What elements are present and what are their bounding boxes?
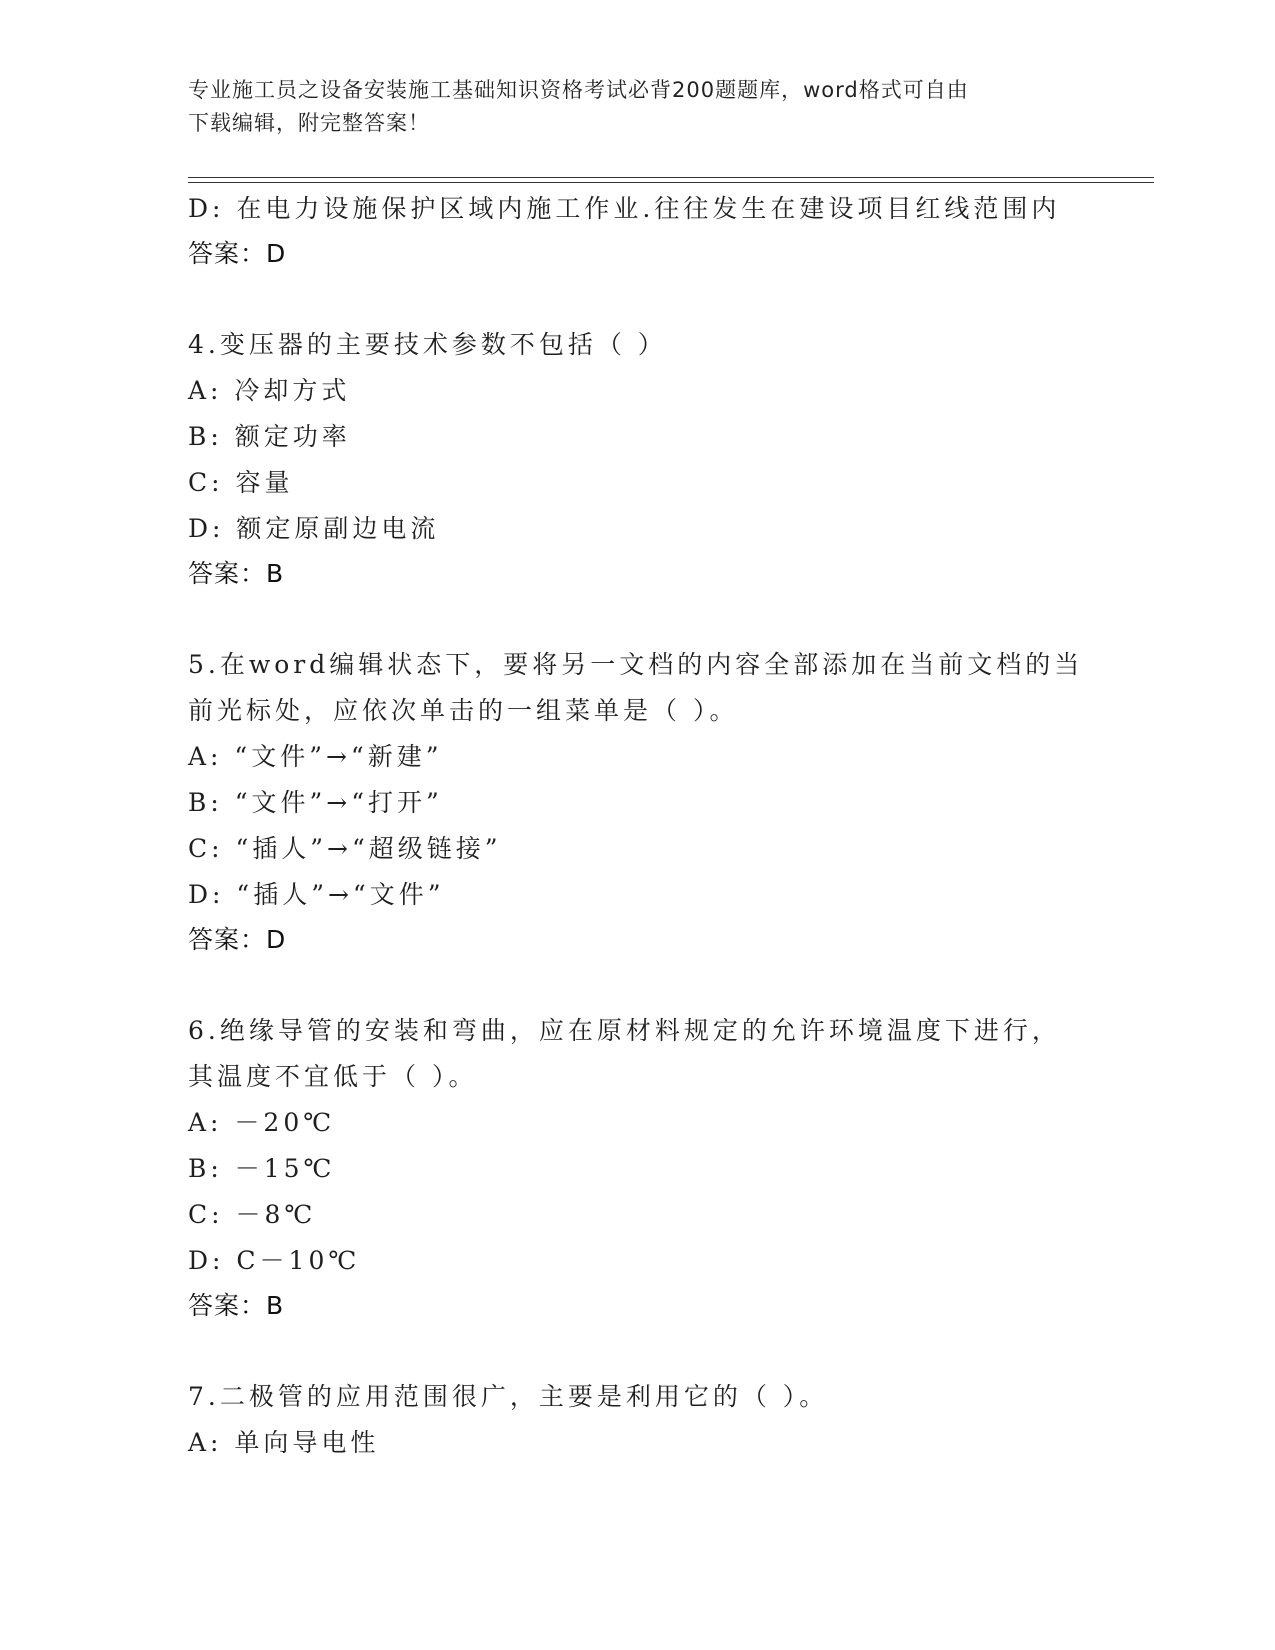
question-text: 4.变压器的主要技术参数不包括（ ） (188, 330, 667, 359)
spacer (188, 276, 1088, 322)
question-text: 7.二极管的应用范围很广，主要是利用它的（ ）。 (188, 1382, 829, 1411)
option-c: C: 容量 (188, 468, 294, 497)
option-d: D: “插人”→“文件” (188, 880, 445, 909)
option-d: D: C－10℃ (188, 1246, 361, 1275)
option-a: A: 单向导电性 (188, 1428, 380, 1457)
option-c: C: “插人”→“超级链接” (188, 834, 502, 863)
header-line-2: 下载编辑，附完整答案！ (188, 111, 430, 135)
option-d: D: 在电力设施保护区域内施工作业.往往发生在建设项目红线范围内 (188, 194, 1061, 223)
spacer (188, 596, 1088, 642)
question-text: 5.在word编辑状态下，要将另一文档的内容全部添加在当前文档的当 (188, 650, 1084, 679)
document-header (188, 74, 1068, 140)
option-b: B: 额定功率 (188, 422, 351, 451)
spacer (188, 1328, 1088, 1374)
option-b: B: “文件”→“打开” (188, 788, 443, 817)
header-divider-top (188, 177, 1154, 178)
question-6 (188, 1008, 1088, 1328)
option-a: A: “文件”→“新建” (188, 742, 443, 771)
previous-question-tail (188, 186, 1088, 276)
answer-label: 答案：D (188, 239, 287, 268)
spacer (188, 962, 1088, 1008)
answer-label: 答案：B (188, 559, 285, 588)
question-4 (188, 322, 1088, 596)
answer-label: 答案：B (188, 1291, 285, 1320)
option-d: D: 额定原副边电流 (188, 514, 440, 543)
header-divider-bottom (188, 182, 1154, 183)
option-a: A: 冷却方式 (188, 376, 351, 405)
option-a: A: －20℃ (188, 1108, 336, 1137)
question-text-continued: 其温度不宜低于（ ）。 (188, 1062, 478, 1091)
question-7 (188, 1374, 1088, 1466)
header-line-1: 专业施工员之设备安装施工基础知识资格考试必背200题题库，word格式可自由 (188, 78, 969, 102)
option-c: C: －8℃ (188, 1200, 317, 1229)
question-content (188, 186, 1088, 1466)
option-b: B: －15℃ (188, 1154, 336, 1183)
question-5 (188, 642, 1088, 962)
answer-label: 答案：D (188, 925, 287, 954)
question-text: 6.绝缘导管的安装和弯曲，应在原材料规定的允许环境温度下进行， (188, 1016, 1061, 1045)
question-text-continued: 前光标处，应依次单击的一组菜单是（ ）。 (188, 696, 739, 725)
